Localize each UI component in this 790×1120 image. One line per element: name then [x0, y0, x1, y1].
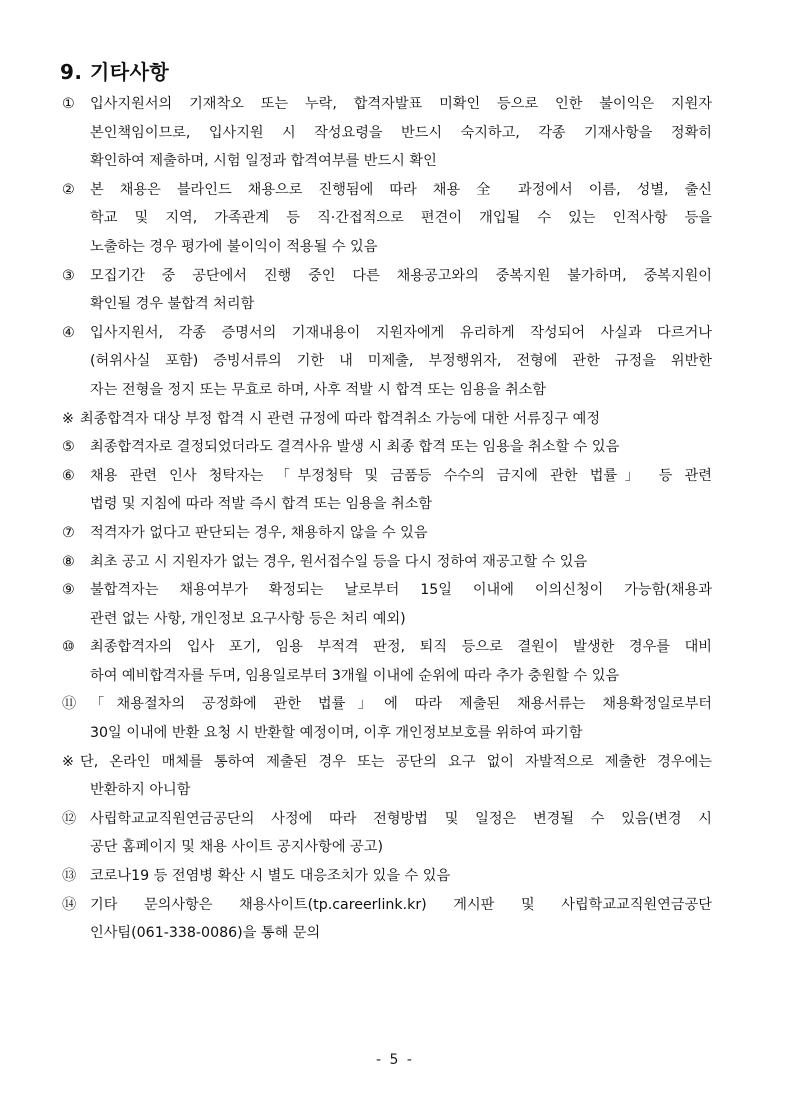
item-number: ⑦: [62, 524, 75, 541]
item-number: ⑤: [62, 439, 75, 456]
list-item: [62, 176, 712, 262]
text-line: 최종합격자 대상 부정 합격 시 관련 규정에 따라 합격취소 가능에 대한 서류징구 예정: [80, 410, 601, 427]
text-line: 최종합격자의 입사 포기, 임용 부적격 판정, 퇴직 등으로 결원이 발생한 경우를 대비: [90, 639, 712, 656]
list-item: [62, 576, 712, 633]
item-text: [90, 862, 712, 891]
item-text: [90, 433, 712, 462]
page-number: - 5 -: [376, 1052, 414, 1068]
list-item: [62, 319, 712, 405]
item-text: [90, 90, 712, 176]
text-line: 반환하지 아니함: [90, 782, 191, 799]
list-item: [62, 433, 712, 462]
text-line: 입사지원서, 각종 증명서의 기재내용이 지원자에게 유리하게 작성되어 사실과 다르거나: [90, 324, 712, 341]
item-text: [90, 548, 712, 577]
note-marker: ※: [62, 410, 74, 427]
item-text: [90, 891, 712, 948]
note-item: [62, 405, 712, 434]
text-line: (허위사실 포함) 증빙서류의 기한 내 미제출, 부정행위자, 전형에 관한 규정을 위반한: [90, 353, 712, 370]
list-item: [62, 805, 712, 862]
section-title: 9. 기타사항: [60, 60, 170, 84]
item-text: [90, 633, 712, 690]
item-text: [90, 519, 712, 548]
item-number: ⑬: [62, 868, 77, 885]
list-item: [62, 519, 712, 548]
item-number: ⑧: [62, 553, 75, 570]
item-number: ①: [62, 96, 75, 112]
text-line: 인사팀(061-338-0086)을 통해 문의: [90, 925, 321, 942]
text-line: 기타 문의사항은 채용사이트(tp.careerlink.kr) 게시판 및 사립학교교직원연금공단: [90, 896, 712, 913]
item-text: [90, 176, 712, 262]
item-text: [90, 805, 712, 862]
item-number: ⑨: [62, 582, 75, 599]
item-number: ⑫: [62, 810, 77, 827]
text-line: 「채용절차의 공정화에 관한 법률」에 따라 제출된 채용서류는 채용확정일로부터: [90, 696, 712, 713]
text-line: 30일 이내에 반환 요청 시 반환할 예정이며, 이후 개인정보보호를 위하여 파기함: [90, 725, 583, 742]
text-line: 채용 관련 인사 청탁자는 「부정청탁 및 금품등 수수의 금지에 관한 법률」 등 관련: [90, 467, 712, 484]
note-item: [62, 748, 712, 805]
text-line: 법령 및 지침에 따라 적발 즉시 합격 또는 임용을 취소함: [90, 496, 433, 513]
list-item: [62, 462, 712, 519]
text-line: 확인될 경우 불합격 처리함: [90, 296, 255, 313]
list-item: [62, 891, 712, 948]
item-list: [62, 90, 712, 948]
item-number: ②: [62, 181, 75, 198]
text-line: 최초 공고 시 지원자가 없는 경우, 원서접수일 등을 다시 정하여 재공고할 수 있음: [90, 553, 588, 570]
item-number: ④: [62, 324, 75, 341]
text-line: 본 채용은 블라인드 채용으로 진행됨에 따라 채용 全 과정에서 이름, 성별, 출신: [90, 181, 712, 198]
item-number: ⑪: [62, 696, 77, 713]
text-line: 모집기간 중 공단에서 진행 중인 다른 채용공고와의 중복지원 불가하며, 중복지원이: [90, 267, 712, 284]
item-text: [90, 690, 712, 747]
item-text: [80, 405, 712, 434]
text-line: 최종합격자로 결정되었더라도 결격사유 발생 시 최종 합격 또는 임용을 취소할 수 있음: [90, 439, 620, 456]
text-line: 노출하는 경우 평가에 불이익이 적용될 수 있음: [90, 238, 378, 255]
list-item: [62, 690, 712, 747]
list-item: [62, 90, 712, 176]
item-number: ⑥: [62, 467, 75, 484]
text-line: 코로나19 등 전염병 확산 시 별도 대응조치가 있을 수 있음: [90, 868, 451, 885]
item-number: ⑩: [62, 639, 75, 656]
text-line: 입사지원서의 기재착오 또는 누락, 합격자발표 미확인 등으로 인한 불이익은 지원자: [90, 96, 712, 112]
item-text: [90, 319, 712, 405]
note-marker: ※: [62, 753, 74, 770]
text-line: 불합격자는 채용여부가 확정되는 날로부터 15일 이내에 이의신청이 가능함(채용과: [90, 582, 712, 599]
list-item: [62, 862, 712, 891]
text-line: 하여 예비합격자를 두며, 임용일로부터 3개월 이내에 순위에 따라 추가 충원할 수 있음: [90, 667, 620, 684]
text-line: 확인하여 제출하며, 시험 일정과 합격여부를 반드시 확인: [90, 153, 437, 170]
item-number: ⑭: [62, 896, 77, 913]
list-item: [62, 262, 712, 319]
list-item: [62, 633, 712, 690]
item-text: [90, 262, 712, 319]
text-line: 관련 없는 사항, 개인정보 요구사항 등은 처리 예외): [90, 610, 406, 627]
item-text: [90, 462, 712, 519]
text-line: 적격자가 없다고 판단되는 경우, 채용하지 않을 수 있음: [90, 524, 428, 541]
item-text: [80, 748, 712, 805]
text-line: 본인책임이므로, 입사지원 시 작성요령을 반드시 숙지하고, 각종 기재사항을 정확히: [90, 124, 712, 141]
text-line: 공단 홈페이지 및 채용 사이트 공지사항에 공고): [90, 839, 383, 856]
text-line: 단, 온라인 매체를 통하여 제출된 경우 또는 공단의 요구 없이 자발적으로 제출한 경우에는: [80, 753, 712, 770]
list-item: [62, 548, 712, 577]
text-line: 사립학교교직원연금공단의 사정에 따라 전형방법 및 일정은 변경될 수 있음(변경 시: [90, 810, 712, 827]
text-line: 자는 전형을 정지 또는 무효로 하며, 사후 적발 시 합격 또는 임용을 취소함: [90, 381, 547, 398]
item-text: [90, 576, 712, 633]
text-line: 학교 및 지역, 가족관계 등 직·간접적으로 편견이 개입될 수 있는 인적사항 등을: [90, 210, 712, 227]
item-number: ③: [62, 267, 75, 284]
